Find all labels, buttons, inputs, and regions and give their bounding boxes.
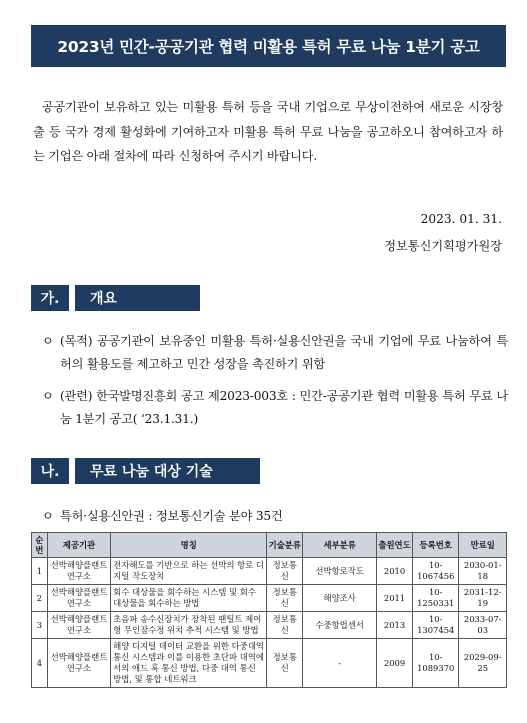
bullet-text: (목적) 공공기관이 보유중인 미활용 특허·실용신안권을 국내 기업에 무료 나눔하여 특허의 활용도를 제고하고 민간 성장을 촉진하기 위함 (60, 334, 508, 371)
cell-tech-class: 정보통신 (267, 612, 303, 639)
section-number: 나. (31, 458, 69, 484)
announcement-date: 2023. 01. 31. (420, 212, 502, 226)
bullet-mark: ㅇ (42, 389, 54, 403)
cell-sub-class: 수중항법센서 (303, 612, 377, 639)
cell-name: 초음파 송수신장치가 장착된 팬틸트 제어형 무인잠수정 위치 추적 시스템 및 방법 (111, 612, 267, 639)
cell-filing-year: 2013 (377, 612, 413, 639)
announcement-title: 2023년 민간-공공기관 협력 미활용 특허 무료 나눔 1분기 공고 (31, 25, 506, 67)
table-row (32, 585, 507, 612)
cell-reg-no: 10-1307454 (413, 612, 459, 639)
cell-no: 2 (32, 585, 48, 612)
table-header-row (32, 533, 507, 558)
cell-provider: 선박해양플랜트연구소 (47, 558, 110, 585)
bullet-mark: ㅇ (42, 509, 54, 523)
cell-provider: 선박해양플랜트연구소 (47, 639, 110, 688)
cell-name: 회수 대상물을 회수하는 시스템 및 회수 대상물을 회수하는 방법 (111, 585, 267, 612)
table-row (32, 639, 507, 688)
section-number: 가. (31, 285, 69, 311)
overview-bullet-related (42, 385, 508, 431)
intro-text: 공공기관이 보유하고 있는 미활용 특허 등을 국내 기업으로 무상이전하여 새로운 시장창출 등 국가 경제 활성화에 기여하고자 미활용 특허 무료 나눔을 공고하오니 참여하고자 하는 기업은 아래 절차에 따라 신청하여 주시기 바랍니다. (33, 100, 503, 163)
intro-paragraph (33, 95, 503, 169)
issuing-organization: 정보통신기획평가원장 (384, 239, 502, 253)
cell-expiry: 2029-09-25 (459, 639, 507, 688)
cell-expiry: 2031-12-19 (459, 585, 507, 612)
cell-name: 해양 디지털 데이터 교환을 위한 다중대역 통신 시스템과 이를 이용한 초단파 대역에서의 애드 혹 통신 방법, 다중 대역 통신 방법, 및 통합 네트워크 (111, 639, 267, 688)
col-header-filing-year: 출원연도 (377, 533, 413, 558)
col-header-name: 명칭 (111, 533, 267, 558)
cell-name: 전자해도를 기반으로 하는 선박의 항로 디지털 작도장치 (111, 558, 267, 585)
cell-no: 3 (32, 612, 48, 639)
col-header-sub-class: 세부분류 (303, 533, 377, 558)
col-header-no: 순번 (32, 533, 48, 558)
cell-sub-class: - (303, 639, 377, 688)
patent-table (31, 532, 507, 688)
bullet-text: 특허·실용신안권 : 정보통신기술 분야 35건 (60, 509, 283, 523)
target-tech-bullet (42, 505, 508, 528)
col-header-reg-no: 등록번호 (413, 533, 459, 558)
col-header-expiry: 만료일 (459, 533, 507, 558)
cell-tech-class: 정보통신 (267, 639, 303, 688)
cell-provider: 선박해양플랜트연구소 (47, 585, 110, 612)
cell-filing-year: 2009 (377, 639, 413, 688)
cell-tech-class: 정보통신 (267, 585, 303, 612)
section-title: 무료 나눔 대상 기술 (75, 458, 260, 484)
table-row (32, 612, 507, 639)
col-header-provider: 제공기관 (47, 533, 110, 558)
section-target-tech-header (31, 458, 260, 484)
cell-no: 1 (32, 558, 48, 585)
col-header-tech-class: 기술분류 (267, 533, 303, 558)
cell-sub-class: 선박항로작도 (303, 558, 377, 585)
cell-reg-no: 10-1089370 (413, 639, 459, 688)
overview-bullet-purpose (42, 330, 508, 376)
bullet-mark: ㅇ (42, 334, 54, 348)
cell-provider: 선박해양플랜트연구소 (47, 612, 110, 639)
cell-tech-class: 정보통신 (267, 558, 303, 585)
cell-expiry: 2033-07-03 (459, 612, 507, 639)
cell-no: 4 (32, 639, 48, 688)
cell-filing-year: 2010 (377, 558, 413, 585)
cell-sub-class: 해양조사 (303, 585, 377, 612)
table-row (32, 558, 507, 585)
bullet-text: (관련) 한국발명진흥회 공고 제2023-003호 : 민간-공공기관 협력 미활용 특허 무료 나눔 1분기 공고( ‘23.1.31.) (60, 389, 508, 426)
cell-filing-year: 2011 (377, 585, 413, 612)
cell-expiry: 2030-01-18 (459, 558, 507, 585)
section-title: 개요 (75, 285, 200, 311)
section-overview-header (31, 285, 200, 311)
cell-reg-no: 10-1067456 (413, 558, 459, 585)
cell-reg-no: 10-1250331 (413, 585, 459, 612)
